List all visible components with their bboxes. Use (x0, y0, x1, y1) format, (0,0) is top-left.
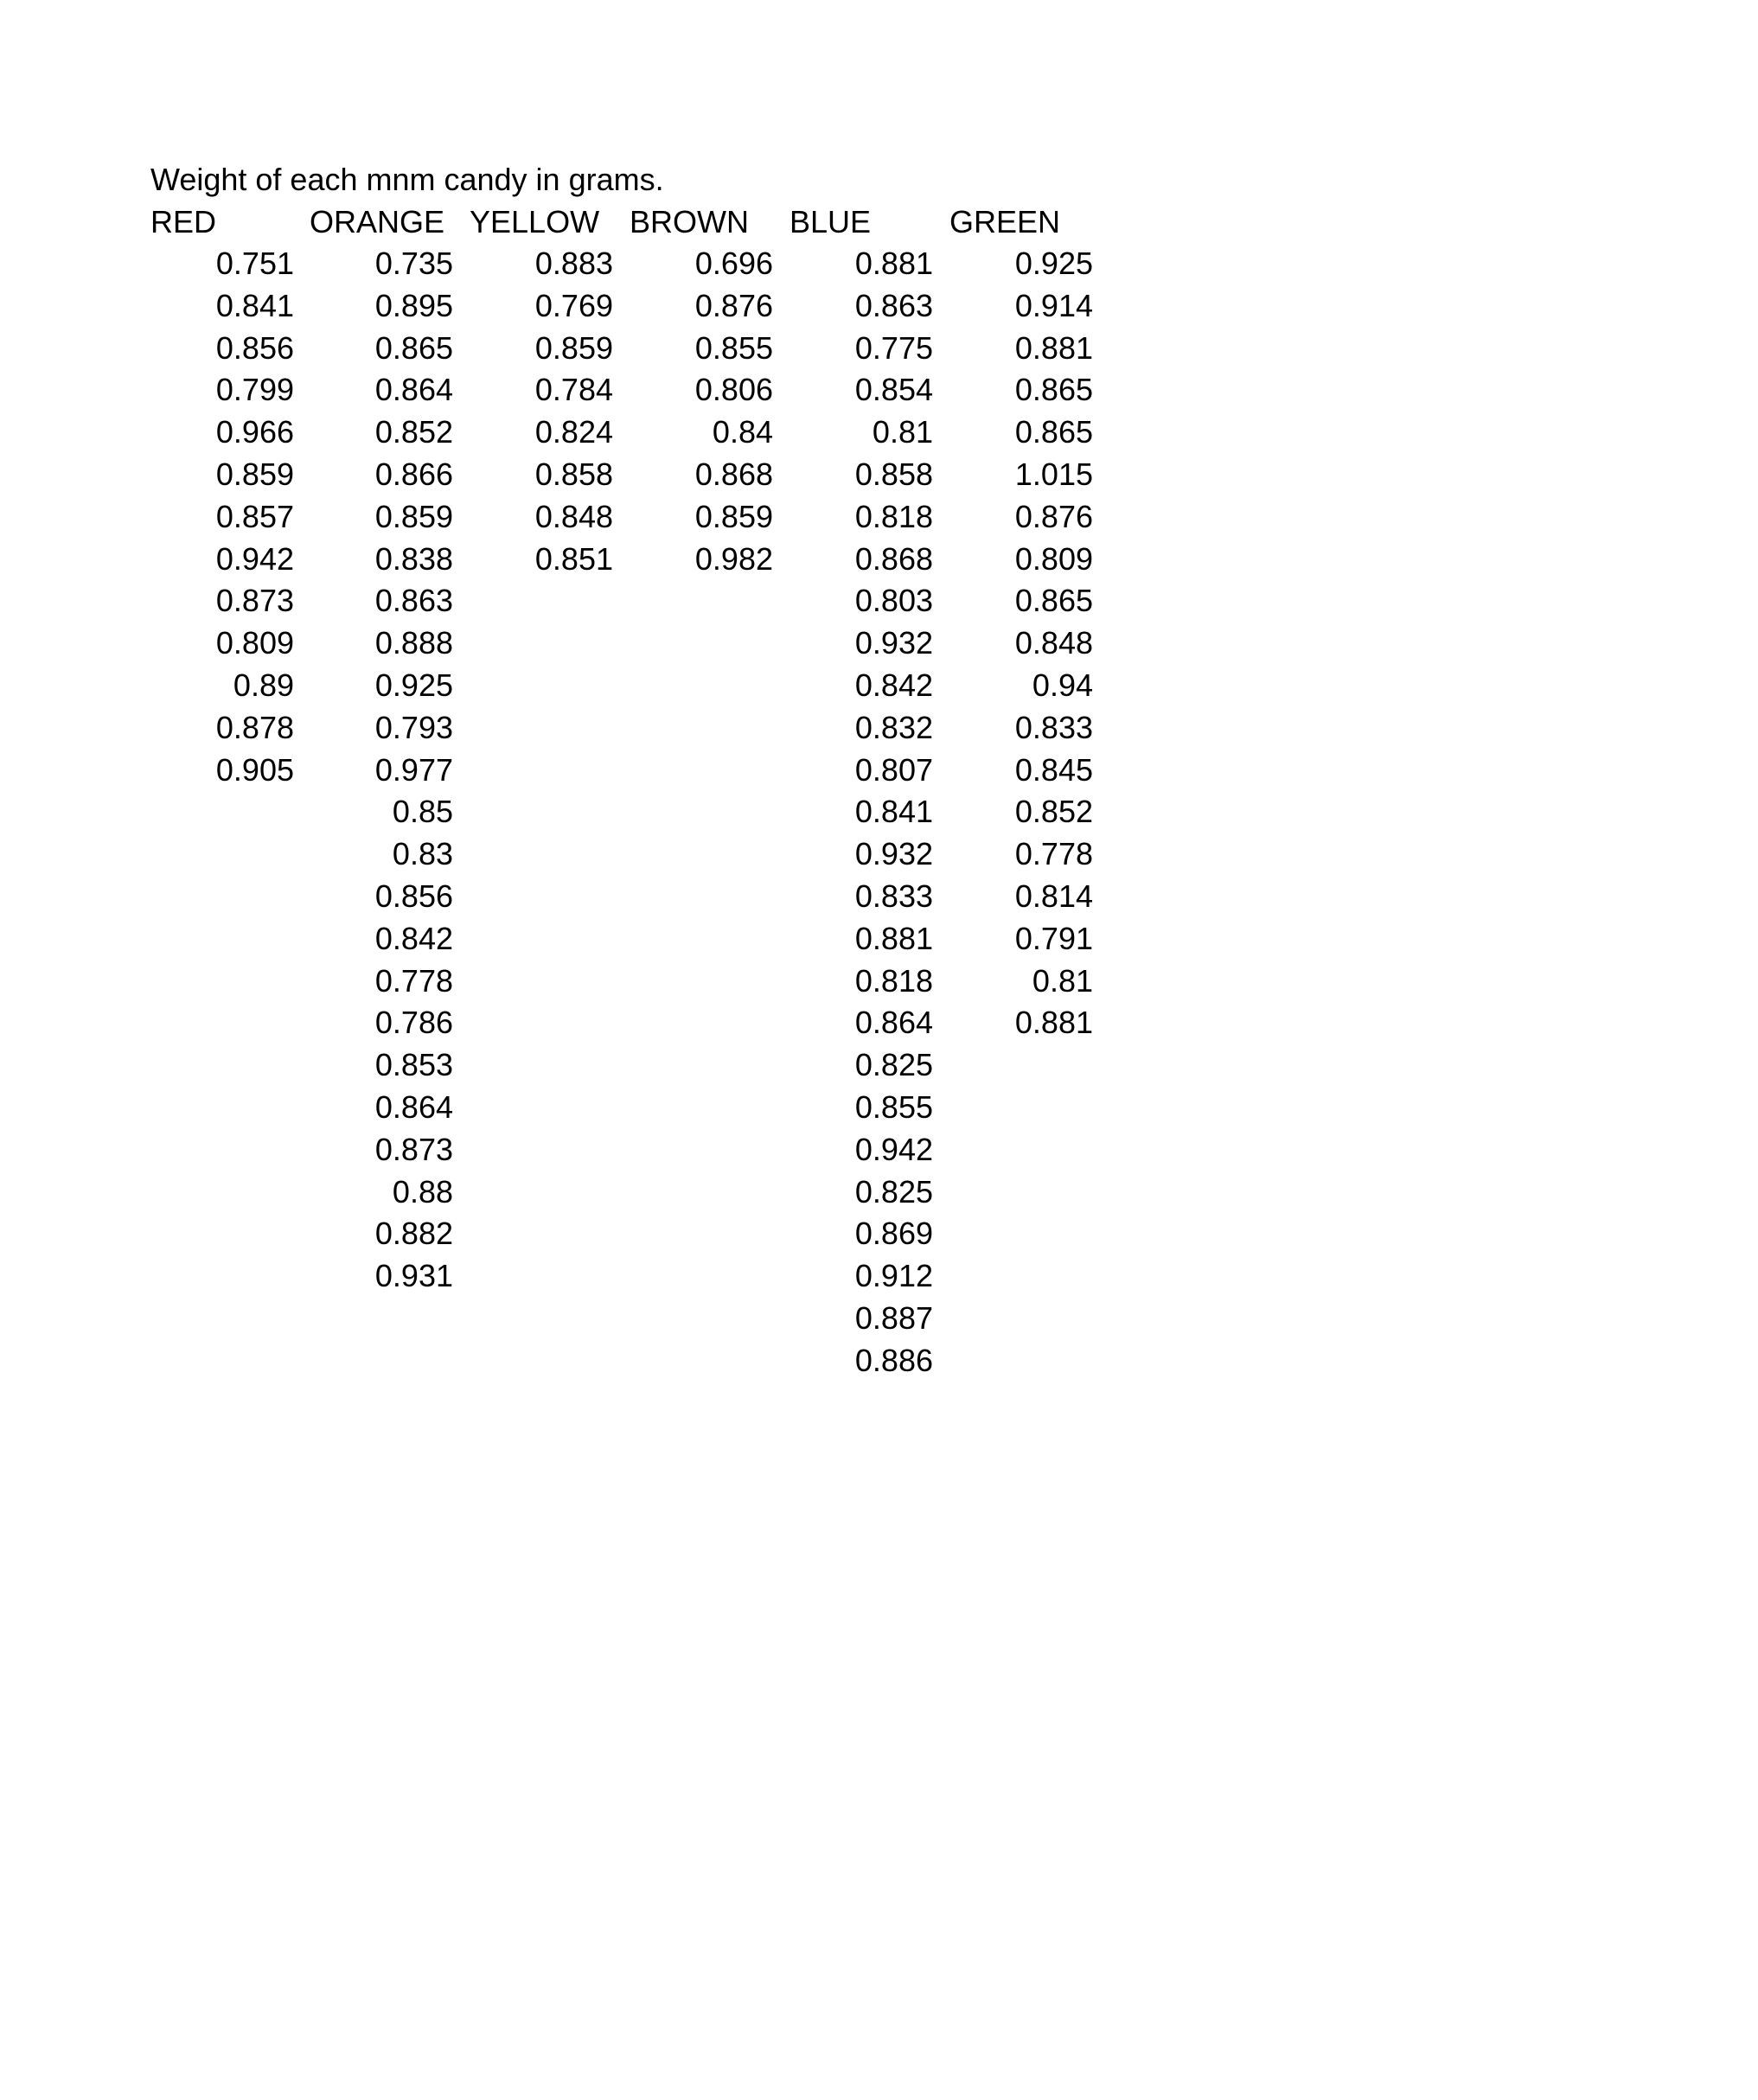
value-cell: 0.863 (854, 287, 933, 323)
value-cell: 0.864 (374, 1088, 453, 1125)
value-cell: 0.841 (215, 287, 294, 323)
value-cell: 0.855 (854, 1088, 933, 1125)
value-cell: 0.859 (374, 498, 453, 534)
value-cell: 0.852 (374, 414, 453, 450)
value-cell: 0.89 (233, 667, 294, 703)
column-header-red: RED (150, 204, 217, 239)
value-cell: 0.887 (854, 1299, 933, 1336)
value-cell: 0.982 (694, 540, 773, 577)
value-cell: 0.845 (1014, 751, 1093, 788)
value-cell: 0.857 (215, 498, 294, 534)
value-cell: 0.824 (534, 414, 613, 450)
value-cell: 0.769 (534, 287, 613, 323)
value-cell: 0.88 (392, 1173, 453, 1210)
value-cell: 0.775 (854, 329, 933, 366)
value-cell: 0.864 (854, 1005, 933, 1041)
value-cell: 0.883 (534, 246, 613, 281)
value-cell: 0.807 (854, 751, 933, 788)
column-red (156, 243, 294, 791)
value-cell: 0.842 (854, 667, 933, 703)
value-cell: 0.895 (374, 287, 453, 323)
value-cell: 0.864 (374, 372, 453, 408)
value-cell: 0.818 (854, 498, 933, 534)
value-cell: 0.855 (694, 329, 773, 366)
value-cell: 0.931 (374, 1258, 453, 1294)
value-cell: 0.905 (215, 751, 294, 788)
value-cell: 0.912 (854, 1258, 933, 1294)
value-cell: 0.751 (215, 246, 294, 281)
value-cell: 0.786 (374, 1005, 453, 1041)
value-cell: 0.818 (854, 962, 933, 999)
value-cell: 0.84 (712, 414, 773, 450)
value-cell: 0.841 (854, 794, 933, 830)
value-cell: 0.81 (1032, 962, 1093, 999)
value-cell: 0.856 (215, 329, 294, 366)
value-cell: 0.854 (854, 372, 933, 408)
value-cell: 0.833 (854, 878, 933, 914)
value-cell: 0.825 (854, 1173, 933, 1210)
value-cell: 0.876 (1014, 498, 1093, 534)
value-cell: 0.868 (694, 456, 773, 492)
value-cell: 0.942 (854, 1131, 933, 1167)
value-cell: 1.015 (1014, 456, 1093, 492)
value-cell: 0.865 (1014, 583, 1093, 619)
value-cell: 0.848 (534, 498, 613, 534)
value-cell: 0.925 (1014, 246, 1093, 281)
value-cell: 0.932 (854, 836, 933, 872)
value-cell: 0.866 (374, 456, 453, 492)
value-cell: 0.784 (534, 372, 613, 408)
value-cell: 0.863 (374, 583, 453, 619)
value-cell: 0.848 (1014, 625, 1093, 661)
column-header-orange: ORANGE (310, 204, 445, 239)
value-cell: 0.881 (1014, 329, 1093, 366)
column-header-blue: BLUE (790, 204, 872, 239)
value-cell: 0.878 (215, 709, 294, 745)
column-orange (315, 243, 453, 1298)
value-cell: 0.838 (374, 540, 453, 577)
value-cell: 0.809 (215, 625, 294, 661)
value-cell: 0.696 (694, 246, 773, 281)
value-cell: 0.881 (854, 246, 933, 281)
value-cell: 0.842 (374, 920, 453, 956)
value-cell: 0.876 (694, 287, 773, 323)
value-cell: 0.778 (374, 962, 453, 999)
value-cell: 0.791 (1014, 920, 1093, 956)
value-cell: 0.869 (854, 1216, 933, 1252)
value-cell: 0.865 (374, 329, 453, 366)
value-cell: 0.868 (854, 540, 933, 577)
value-cell: 0.852 (1014, 794, 1093, 830)
value-cell: 0.803 (854, 583, 933, 619)
value-cell: 0.856 (374, 878, 453, 914)
column-header-yellow: YELLOW (470, 204, 600, 239)
value-cell: 0.865 (1014, 372, 1093, 408)
value-cell: 0.735 (374, 246, 453, 281)
value-cell: 0.882 (374, 1216, 453, 1252)
value-cell: 0.832 (854, 709, 933, 745)
value-cell: 0.799 (215, 372, 294, 408)
column-yellow (475, 243, 613, 580)
value-cell: 0.859 (215, 456, 294, 492)
value-cell: 0.809 (1014, 540, 1093, 577)
value-cell: 0.85 (392, 794, 453, 830)
column-header-brown: BROWN (630, 204, 749, 239)
value-cell: 0.859 (534, 329, 613, 366)
value-cell: 0.806 (694, 372, 773, 408)
value-cell: 0.873 (215, 583, 294, 619)
value-cell: 0.858 (534, 456, 613, 492)
value-cell: 0.966 (215, 414, 294, 450)
value-cell: 0.873 (374, 1131, 453, 1167)
value-cell: 0.853 (374, 1047, 453, 1083)
value-cell: 0.886 (854, 1342, 933, 1378)
column-header-row (0, 201, 1758, 244)
value-cell: 0.858 (854, 456, 933, 492)
value-cell: 0.881 (854, 920, 933, 956)
value-cell: 0.81 (872, 414, 933, 450)
value-cell: 0.859 (694, 498, 773, 534)
value-cell: 0.833 (1014, 709, 1093, 745)
column-green (955, 243, 1093, 1044)
value-cell: 0.942 (215, 540, 294, 577)
value-cell: 0.793 (374, 709, 453, 745)
value-cell: 0.83 (392, 836, 453, 872)
column-header-green: GREEN (949, 204, 1061, 239)
value-cell: 0.778 (1014, 836, 1093, 872)
column-brown (635, 243, 773, 580)
value-cell: 0.814 (1014, 878, 1093, 914)
value-cell: 0.851 (534, 540, 613, 577)
value-cell: 0.888 (374, 625, 453, 661)
value-cell: 0.94 (1032, 667, 1093, 703)
value-cell: 0.977 (374, 751, 453, 788)
value-cell: 0.881 (1014, 1005, 1093, 1041)
value-cell: 0.914 (1014, 287, 1093, 323)
value-cell: 0.932 (854, 625, 933, 661)
sheet-title: Weight of each mnm candy in grams. (150, 162, 664, 197)
value-cell: 0.865 (1014, 414, 1093, 450)
column-blue (795, 243, 933, 1382)
value-cell: 0.825 (854, 1047, 933, 1083)
value-cell: 0.925 (374, 667, 453, 703)
